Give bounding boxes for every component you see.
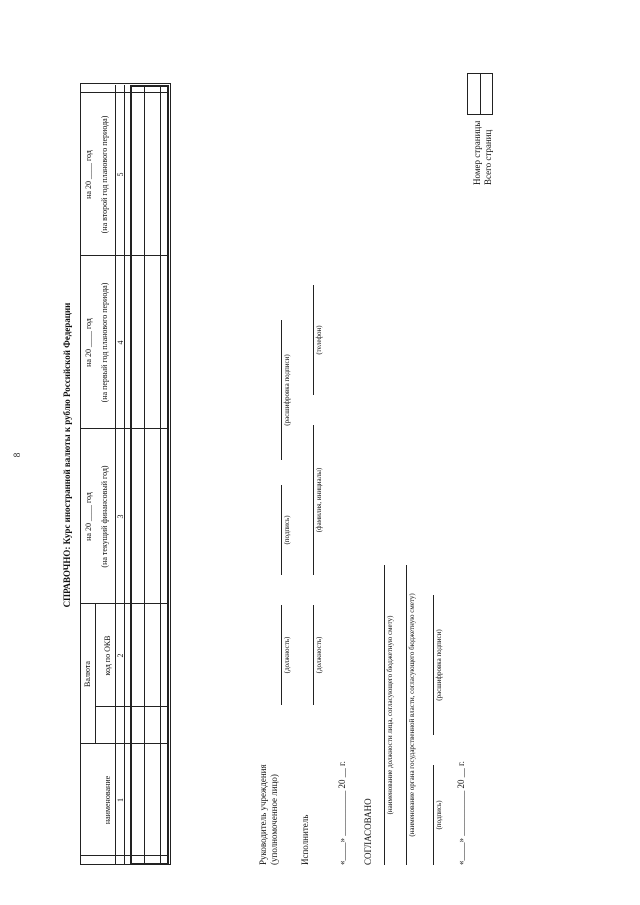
head-label-sub: (уполномоченное лицо): [269, 774, 279, 865]
header-current-year: на 20 ____ год: [84, 492, 93, 541]
table-line: [144, 85, 145, 865]
phone-line: [313, 285, 314, 395]
caption-phone: (телефон): [315, 325, 323, 355]
caption-signature-2: (подпись): [435, 800, 443, 830]
page-number-label: Номер страницы: [472, 120, 482, 185]
header-current-year-note: (на текущий финансовый год): [100, 465, 109, 568]
table-line: [160, 85, 161, 865]
col-number: 5: [116, 172, 125, 177]
col-number: 3: [116, 514, 125, 519]
executor-label: Исполнитель: [300, 814, 310, 865]
header-plan-year-2-note: (на второй год планового периода): [100, 115, 109, 234]
signature-line: [281, 485, 282, 575]
agreed-official-line: [384, 565, 385, 865]
table-data-frame: [130, 85, 169, 865]
header-currency: Валюта: [83, 661, 92, 687]
agreed-body-line: [406, 565, 407, 865]
decoding-line: [281, 320, 282, 460]
header-plan-year-2: на 20 ____ год: [84, 150, 93, 199]
date-line-2: «____» __________ 20 __ г.: [456, 761, 466, 865]
caption-agreed-body: (наименование органа государственной власти, согласующего бюджетную смету): [408, 593, 416, 837]
header-okv-code: код по ОКВ: [103, 635, 112, 676]
form-title: СПРАВОЧНО: Курс иностранной валюты к рублю Российской Федерации: [62, 302, 72, 608]
position-line: [281, 605, 282, 705]
agreed-label: СОГЛАСОВАНО: [363, 798, 373, 865]
executor-position-line: [313, 605, 314, 705]
col-number: 1: [116, 798, 125, 802]
date-line: «____» __________ 20 __ г.: [337, 761, 347, 865]
table-line: [95, 604, 96, 744]
col-number: 4: [116, 340, 125, 345]
page-box-divider: [480, 73, 481, 115]
header-plan-year-1: на 20 ____ год: [84, 318, 93, 367]
head-label: Руководитель учреждения: [258, 764, 268, 865]
col-number: 2: [116, 653, 125, 658]
fio-line: [313, 425, 314, 575]
caption-position: (должность): [283, 636, 291, 674]
caption-decoding-2: (расшифровка подписи): [435, 629, 443, 701]
caption-decoding: (расшифровка подписи): [283, 354, 291, 426]
caption-position-2: (должность): [315, 636, 323, 674]
decoding-line-2: [433, 595, 434, 735]
caption-agreed-official: (наименование должности лица, согласующего бюджетную смету): [386, 615, 394, 815]
header-plan-year-1-note: (на первый год планового периода): [100, 282, 109, 403]
header-name: наименование: [103, 775, 112, 825]
page-number: 8: [12, 452, 22, 458]
caption-signature: (подпись): [283, 515, 291, 545]
signature-line-2: [433, 765, 434, 865]
total-pages-label: Всего страниц: [483, 129, 493, 185]
caption-fio: (фамилия, инициалы): [315, 467, 323, 533]
